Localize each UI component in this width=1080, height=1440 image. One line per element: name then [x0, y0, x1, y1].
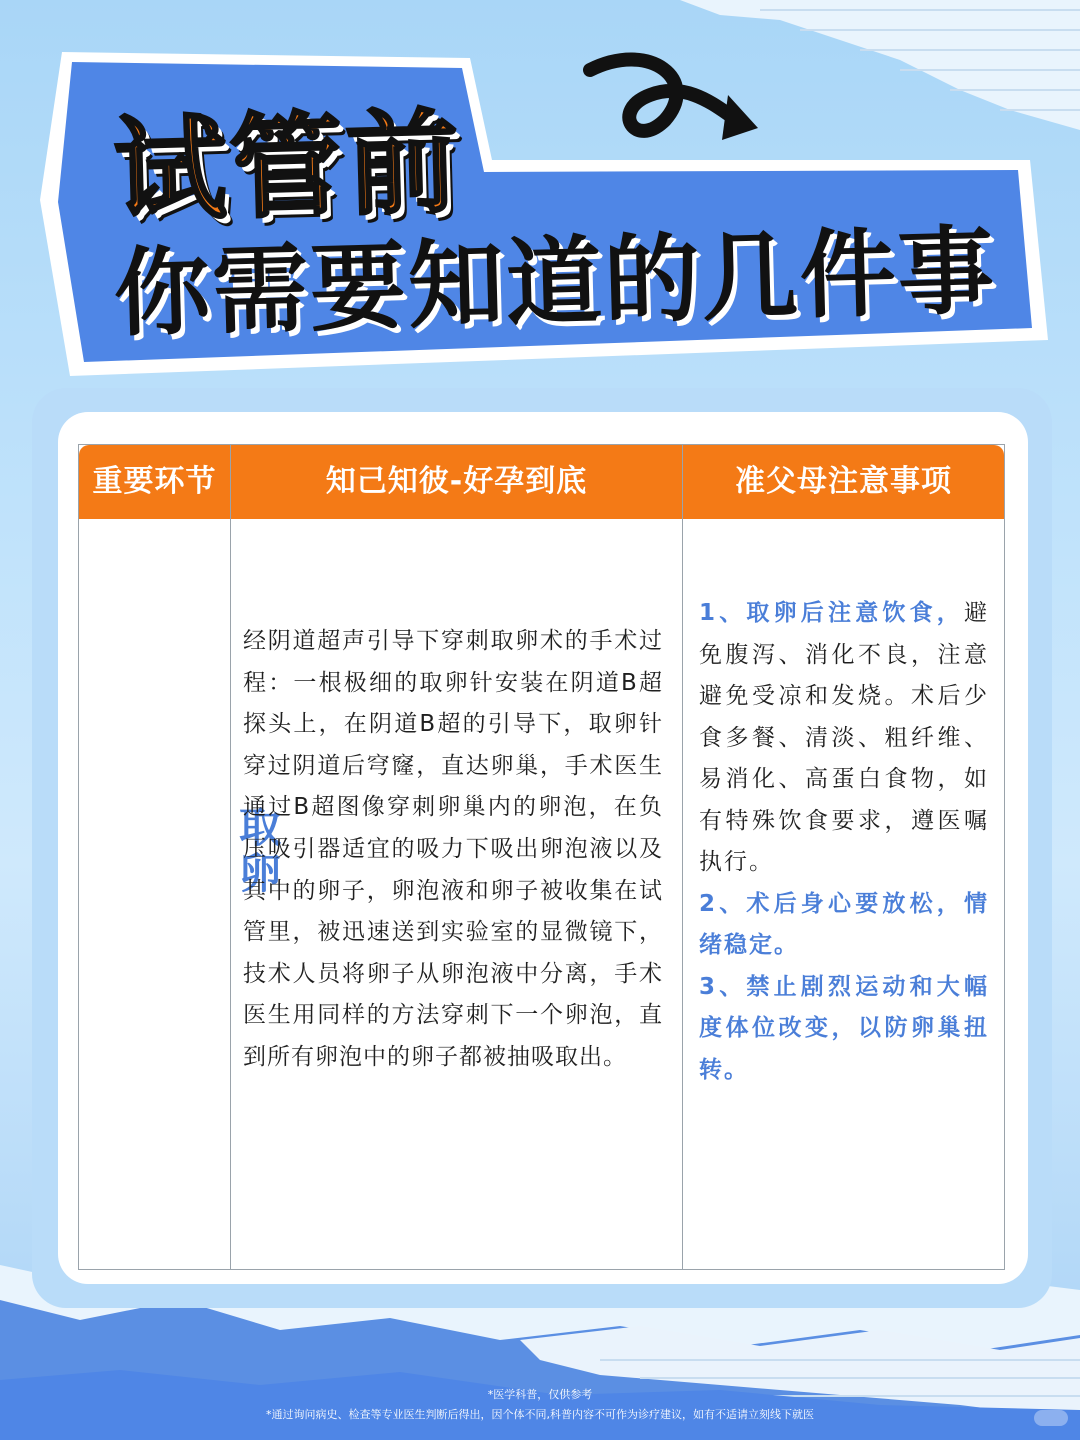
info-table [78, 444, 1005, 1270]
column-divider [682, 445, 683, 1269]
header-knowledge: 知己知彼-好孕到底 [325, 464, 588, 499]
note-1-body: 避免腹泻、消化不良，注意避免受凉和发烧。术后少食多餐、清淡、粗纤维、易消化、高蛋白食物，如有特殊饮食要求，遵医嘱执行。 [699, 600, 989, 875]
table-header [79, 445, 1004, 519]
watermark-badge [1034, 1410, 1068, 1426]
note-1-heading: 1、取卵后注意饮食， [699, 600, 964, 626]
header-notes: 准父母注意事项 [735, 464, 952, 499]
note-2: 2、术后身心要放松，情绪稳定。 [699, 890, 989, 958]
title-subtitle: 你需要知道的几件事 [112, 214, 998, 350]
footer-disclaimer-2: *通过询问病史、检查等专业医生判断后得出，因个体不同,科普内容不可作为诊疗建议，如有不适请立刻线下就医 [266, 1408, 814, 1421]
notes-text [699, 593, 989, 1091]
stage-label: 取卵 [233, 805, 282, 897]
title-main: 试管前 [112, 97, 464, 237]
arrow-icon [590, 60, 740, 131]
note-3: 3、禁止剧烈运动和大幅度体位改变，以防卵巢扭转。 [699, 973, 989, 1083]
knowledge-text: 经阴道超声引导下穿刺取卵术的手术过程：一根极细的取卵针安装在阴道B超探头上，在阴道B超的引导下，取卵针穿过阴道后穹窿，直达卵巢，手术医生通过B超图像穿刺卵巢内的卵泡，在负压吸引器适宜的吸力下吸出卵泡液以及其中的卵子，卵泡液和卵子被收集在试管里，被迅速送到实验室的显微镜下，技术人员将卵子从卵泡液中分离，手术医生用同样的方法穿刺下一个卵泡，直到所有卵泡中的卵子都被抽吸取出。 [243, 628, 663, 1070]
footer-disclaimer-1: *医学科普，仅供参考 [487, 1388, 593, 1401]
header-stage: 重要环节 [92, 464, 217, 499]
